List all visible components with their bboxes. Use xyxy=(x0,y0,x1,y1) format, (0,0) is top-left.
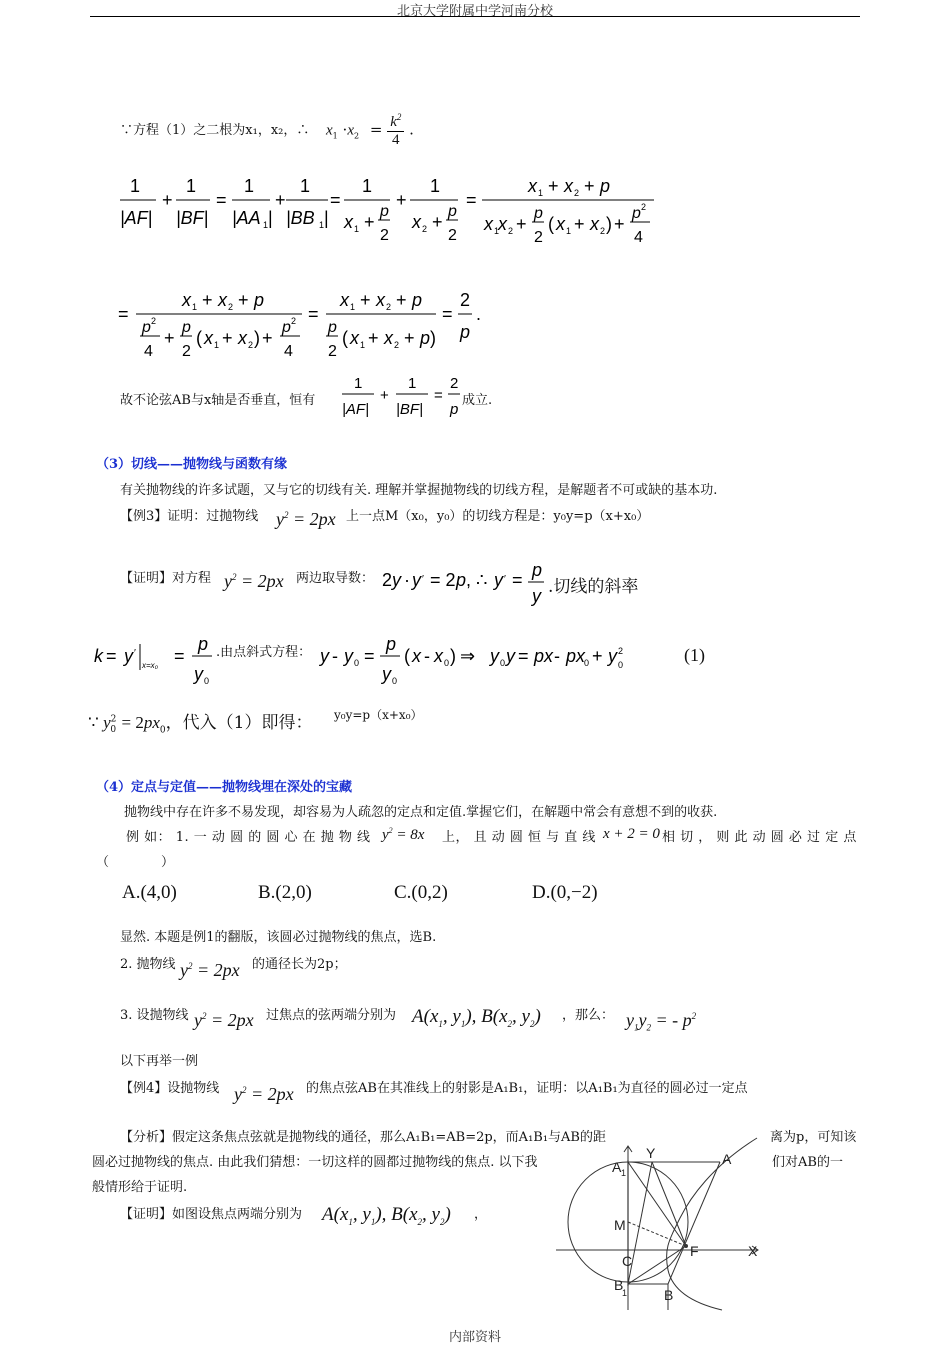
svg-text:y: y xyxy=(320,646,329,666)
label-b1: B xyxy=(614,1277,624,1293)
svg-text:p: p xyxy=(380,203,389,220)
svg-text:1: 1 xyxy=(192,302,198,312)
more-example-text: 以下再举一例 xyxy=(120,1054,199,1069)
proof-4-endpoints: $A(x_1$, $y_1$), $B(x_2$, $y_2$) xyxy=(322,1204,451,1227)
example-4-parabola: $y^2 = 2px$ xyxy=(234,1084,294,1104)
svg-text:p: p xyxy=(460,322,471,342)
svg-text:x: x xyxy=(344,212,353,232)
svg-text:p: p xyxy=(142,319,151,336)
svg-text:y: y xyxy=(506,646,515,666)
reciprocal-sum-equation xyxy=(118,176,678,261)
svg-text:=: = xyxy=(518,646,529,666)
label-y: Y xyxy=(646,1145,656,1161)
svg-text:|AF|: |AF| xyxy=(342,401,369,418)
svg-text:+: + xyxy=(548,176,559,196)
section-4-heading: （4）定点与定值——抛物线埋在深处的宝藏 xyxy=(96,780,353,795)
svg-text:1: 1 xyxy=(319,220,325,230)
svg-text:y: y xyxy=(412,570,421,590)
svg-text:x: x xyxy=(528,176,537,196)
conclusion-text: 故不论弦AB与x轴是否垂直，恒有 xyxy=(120,393,316,408)
svg-text:′: ′ xyxy=(504,574,506,585)
parabola-focal-chord-figure xyxy=(552,1138,772,1310)
svg-text:= 2: = 2 xyxy=(430,570,456,590)
svg-text:2: 2 xyxy=(618,646,624,656)
item-3-endpoints: $A(x_1$, $y_1$), $B(x_2$, $y_2$) xyxy=(412,1006,541,1029)
equation-number-1: (1) xyxy=(684,645,705,665)
svg-text:2: 2 xyxy=(460,290,471,310)
svg-text:1: 1 xyxy=(360,340,366,350)
svg-text:0: 0 xyxy=(584,658,590,668)
svg-text:1: 1 xyxy=(300,176,311,196)
svg-text:=: = xyxy=(308,304,319,324)
choice-a: A.(4,0) xyxy=(122,882,177,903)
svg-text:+: + xyxy=(396,290,407,310)
section-4-intro: 抛物线中存在许多不易发现，却容易为人疏忽的定点和定值.掌握它们，在解题中常会有意想不到的收获. xyxy=(124,805,718,820)
proof-3-derivative-text: 两边取导数： xyxy=(296,571,375,586)
item-3-label: 3. 设抛物线 xyxy=(120,1008,189,1023)
substitution-result: y₀y=p（x+x₀） xyxy=(334,708,423,722)
line-b1-f xyxy=(628,1246,686,1284)
svg-text:y: y xyxy=(608,646,617,666)
svg-text:p: p xyxy=(532,560,543,580)
svg-text:|AF|: |AF| xyxy=(120,208,153,228)
svg-text:1: 1 xyxy=(430,176,441,196)
svg-text:+: + xyxy=(360,290,371,310)
svg-text:x: x xyxy=(564,176,573,196)
choice-c: C.(0,2) xyxy=(394,882,448,903)
svg-text:1: 1 xyxy=(354,224,360,234)
svg-text:x: x xyxy=(434,646,443,666)
example-3-parabola: $y^2 = 2px$ xyxy=(276,509,336,529)
svg-text:2: 2 xyxy=(328,343,337,360)
svg-text:2: 2 xyxy=(394,340,400,350)
svg-text:2: 2 xyxy=(248,340,254,350)
label-a1-sub: 1 xyxy=(621,1168,627,1178)
svg-text:y: y xyxy=(392,570,401,590)
svg-text:1: 1 xyxy=(350,302,356,312)
svg-text:+: + xyxy=(162,190,173,210)
svg-text:y: y xyxy=(532,586,541,606)
svg-text:x: x xyxy=(218,290,227,310)
svg-text:1: 1 xyxy=(494,226,500,236)
svg-text:p: p xyxy=(420,328,431,348)
svg-text:, ∴: , ∴ xyxy=(466,570,488,590)
svg-text:0: 0 xyxy=(354,658,360,668)
svg-text:|: | xyxy=(268,208,273,228)
svg-text:p: p xyxy=(282,319,291,336)
item-3-parabola: $y^2 = 2px$ xyxy=(194,1010,254,1030)
parabola-curve xyxy=(667,1138,758,1310)
proof-4-comma: ， xyxy=(474,1207,488,1222)
svg-text:2: 2 xyxy=(422,224,428,234)
svg-text:p: p xyxy=(448,203,457,220)
svg-text:y: y xyxy=(382,664,391,684)
svg-text:2: 2 xyxy=(228,302,234,312)
svg-text:-: - xyxy=(554,646,560,666)
svg-text:2: 2 xyxy=(380,227,389,244)
label-b: B xyxy=(664,1287,674,1303)
slope-formula xyxy=(94,636,224,692)
svg-text:px: px xyxy=(566,646,586,666)
example-3-statement: 上一点M（x₀，y₀）的切线方程是：y₀y=p（x+x₀） xyxy=(346,509,650,524)
svg-text:k: k xyxy=(94,646,103,666)
svg-text:=: = xyxy=(118,304,129,324)
svg-text:+: + xyxy=(574,214,585,234)
item-3-then: ，那么： xyxy=(562,1008,615,1023)
svg-text:+: + xyxy=(222,328,233,348)
svg-text:x: x xyxy=(484,214,493,234)
label-f: F xyxy=(690,1243,699,1259)
svg-text:x: x xyxy=(412,646,421,666)
svg-text:′: ′ xyxy=(422,574,424,585)
svg-text:|AA: |AA xyxy=(232,208,261,228)
svg-text:2: 2 xyxy=(641,202,647,212)
tangent-derivation xyxy=(320,636,650,692)
svg-text:2: 2 xyxy=(508,226,514,236)
svg-text:0: 0 xyxy=(500,658,506,668)
svg-text:(: ( xyxy=(342,328,348,348)
item-2-parabola: $y^2 = 2px$ xyxy=(180,960,240,980)
svg-text:): ) xyxy=(430,328,436,348)
svg-text:p: p xyxy=(456,570,467,590)
svg-text:|BF|: |BF| xyxy=(396,401,423,418)
roots-line-text: ∵方程（1）之二根为x₁，x₂，∴ xyxy=(120,123,310,138)
svg-text:p: p xyxy=(412,290,423,310)
svg-text:+: + xyxy=(516,214,527,234)
svg-text:4: 4 xyxy=(284,343,293,360)
focus-point xyxy=(684,1244,688,1248)
svg-text:2: 2 xyxy=(600,226,606,236)
page-header: 北京大学附属中学河南分校 xyxy=(396,4,553,19)
example-3-label: 【例3】证明：过抛物线 xyxy=(120,509,259,524)
choice-d: D.(0,−2) xyxy=(532,882,598,903)
svg-text:·: · xyxy=(404,570,410,590)
svg-text:p: p xyxy=(450,401,459,418)
label-c: C xyxy=(622,1253,633,1269)
svg-text:=: = xyxy=(216,190,227,210)
svg-text:=: = xyxy=(512,570,523,590)
header-rule xyxy=(90,16,860,17)
svg-text:): ) xyxy=(450,646,456,666)
svg-text:+: + xyxy=(262,328,273,348)
svg-text:px: px xyxy=(534,646,554,666)
choice-b: B.(2,0) xyxy=(258,882,312,903)
proof-3-derivative xyxy=(382,562,552,612)
svg-text:+: + xyxy=(202,290,213,310)
svg-text:+: + xyxy=(368,328,379,348)
analysis-line-1: 【分析】假定这条焦点弦就是抛物线的通径，那么A₁B₁=AB=2p，而A₁B₁与AB的距 xyxy=(120,1130,606,1145)
section-3-intro: 有关抛物线的许多试题，又与它的切线有关. 理解并掌握抛物线的切线方程，是解题者不可或缺的基本功. xyxy=(120,483,718,498)
svg-text:y: y xyxy=(490,646,499,666)
svg-text:): ) xyxy=(254,328,260,348)
svg-text:2: 2 xyxy=(534,229,543,246)
svg-text:+: + xyxy=(592,646,603,666)
analysis-line-2: 圆必过抛物线的焦点. 由此我们猜想：一切这样的圆都过抛物线的焦点. 以下我 xyxy=(92,1155,538,1170)
svg-text:x: x xyxy=(204,328,213,348)
svg-text:+: + xyxy=(238,290,249,310)
svg-text:x: x xyxy=(384,328,393,348)
svg-text:x: x xyxy=(350,328,359,348)
svg-text:2: 2 xyxy=(450,375,459,392)
svg-text:x: x xyxy=(376,290,385,310)
svg-text:=: = xyxy=(174,646,185,666)
svg-text:=: = xyxy=(442,304,453,324)
proof-4-label: 【证明】如图设焦点两端分别为 xyxy=(120,1207,303,1222)
svg-text:1: 1 xyxy=(408,375,417,392)
svg-text:p: p xyxy=(534,205,543,222)
item-3-product: $y_1y_2$ = - $p^2$ xyxy=(626,1010,697,1033)
svg-text:+: + xyxy=(404,328,415,348)
svg-text:1: 1 xyxy=(263,220,269,230)
svg-text:0: 0 xyxy=(392,676,398,686)
item-2-text: 的通径长为2p； xyxy=(252,957,347,972)
svg-text:+: + xyxy=(396,190,407,210)
svg-text:.: . xyxy=(476,304,482,324)
roots-product-formula: $x_1 \cdot x_2$ = $\frac{k^2}{4}$ . xyxy=(326,112,414,148)
substitution-line: ∵ $y^2_0 = 2px_0$，代入（1）即得： xyxy=(88,713,313,736)
page-footer: 内部资料 xyxy=(448,1330,501,1345)
item-3-text: 过焦点的弦两端分别为 xyxy=(266,1008,397,1023)
svg-text:1: 1 xyxy=(362,176,373,196)
proof-3-label: 【证明】对方程 xyxy=(120,571,212,586)
svg-text:1: 1 xyxy=(566,226,572,236)
example-1-text: 例 如： 1. 一 动 圆 的 圆 心 在 抛 物 线 xyxy=(126,830,371,845)
svg-text:x=x₀: x=x₀ xyxy=(142,661,159,670)
svg-text:x: x xyxy=(412,212,421,232)
svg-text:=: = xyxy=(330,190,341,210)
svg-text:1: 1 xyxy=(244,176,255,196)
svg-text:⇒: ⇒ xyxy=(460,646,476,666)
svg-text:x: x xyxy=(182,290,191,310)
slope-text: .切线的斜率 xyxy=(548,577,639,597)
analysis-line-3: 般情形给于证明. xyxy=(92,1180,188,1195)
svg-text:2: 2 xyxy=(448,227,457,244)
proof-3-parabola: $y^2 = 2px$ xyxy=(224,571,284,591)
svg-text:y: y xyxy=(494,570,503,590)
svg-text:x: x xyxy=(556,214,565,234)
svg-text:p: p xyxy=(198,634,209,654)
example-1-blank: （ ） xyxy=(96,855,175,870)
svg-text:1: 1 xyxy=(354,375,363,392)
svg-text:p: p xyxy=(600,176,611,196)
svg-text:+: + xyxy=(614,214,625,234)
label-x: X xyxy=(748,1243,758,1259)
focal-chord-ab xyxy=(668,1162,720,1284)
label-m: M xyxy=(614,1217,626,1233)
svg-text:(: ( xyxy=(404,646,410,666)
example-1-parabola: $y^2 = 8x$ xyxy=(382,826,425,843)
svg-text:-: - xyxy=(332,646,338,666)
svg-text:=: = xyxy=(434,387,443,404)
svg-text:p: p xyxy=(386,634,397,654)
svg-text:1: 1 xyxy=(186,176,197,196)
svg-text:|: | xyxy=(324,208,329,228)
svg-text:2: 2 xyxy=(574,188,580,198)
svg-text:4: 4 xyxy=(634,229,643,246)
svg-text:p: p xyxy=(328,319,337,336)
example-1-line: x + 2 = 0 xyxy=(603,826,660,842)
svg-text:(: ( xyxy=(548,214,554,234)
svg-text:′: ′ xyxy=(134,648,136,659)
svg-text:2: 2 xyxy=(151,316,157,326)
svg-text:|BF|: |BF| xyxy=(176,208,209,228)
svg-text:0: 0 xyxy=(618,660,624,670)
svg-text:0: 0 xyxy=(204,676,210,686)
svg-text:x: x xyxy=(238,328,247,348)
analysis-line-2-end: 们对AB的一 xyxy=(772,1155,843,1170)
svg-text:4: 4 xyxy=(144,343,153,360)
answer-note: 显然. 本题是例1的翻版，该圆必过抛物线的焦点，选B. xyxy=(120,930,437,945)
svg-text:+: + xyxy=(584,176,595,196)
label-a1: A xyxy=(612,1159,622,1175)
label-b1-sub: 1 xyxy=(622,1288,628,1298)
svg-text:y: y xyxy=(124,646,133,666)
svg-text:2: 2 xyxy=(382,570,393,590)
svg-text:=: = xyxy=(364,646,375,666)
svg-text:1: 1 xyxy=(130,176,141,196)
svg-text:y: y xyxy=(194,664,203,684)
svg-text:2: 2 xyxy=(291,316,297,326)
svg-text:x: x xyxy=(340,290,349,310)
section-3-heading: （3）切线——抛物线与函数有缘 xyxy=(96,457,288,472)
svg-text:-: - xyxy=(424,646,430,666)
svg-text:+: + xyxy=(275,190,286,210)
svg-text:1: 1 xyxy=(214,340,220,350)
svg-text:y: y xyxy=(344,646,353,666)
svg-text:0: 0 xyxy=(444,658,450,668)
svg-text:x: x xyxy=(590,214,599,234)
conclusion-formula xyxy=(340,374,466,424)
simplification-equation xyxy=(118,290,498,371)
conclusion-tail: 成立. xyxy=(462,393,493,408)
example-1-mid-text: 上， 且 动 圆 恒 与 直 线 xyxy=(442,830,596,845)
example-1-tail-text: 相 切 ， 则 此 动 圆 必 过 定 点 xyxy=(662,830,857,845)
example-4-statement: 的焦点弦AB在其准线上的射影是A₁B₁，证明：以A₁B₁为直径的圆必过一定点 xyxy=(306,1081,748,1096)
svg-text:2: 2 xyxy=(386,302,392,312)
svg-text:+: + xyxy=(164,328,175,348)
point-slope-text: .由点斜式方程： xyxy=(216,645,312,660)
svg-text:+: + xyxy=(364,212,375,232)
svg-text:x: x xyxy=(498,214,507,234)
svg-text:2: 2 xyxy=(182,343,191,360)
svg-text:|BB: |BB xyxy=(286,208,315,228)
item-2-label: 2. 抛物线 xyxy=(120,957,176,972)
svg-text:+: + xyxy=(380,387,389,404)
svg-text:=: = xyxy=(466,190,477,210)
svg-text:1: 1 xyxy=(538,188,544,198)
example-4-label: 【例4】设抛物线 xyxy=(120,1081,220,1096)
svg-text:p: p xyxy=(632,205,641,222)
svg-text:p: p xyxy=(182,319,191,336)
svg-text:p: p xyxy=(254,290,265,310)
svg-text:(: ( xyxy=(196,328,202,348)
svg-text:=: = xyxy=(106,646,117,666)
label-a: A xyxy=(722,1151,732,1167)
analysis-line-1-end: 离为p，可知该 xyxy=(770,1130,857,1145)
svg-text:): ) xyxy=(606,214,612,234)
svg-text:+: + xyxy=(432,212,443,232)
